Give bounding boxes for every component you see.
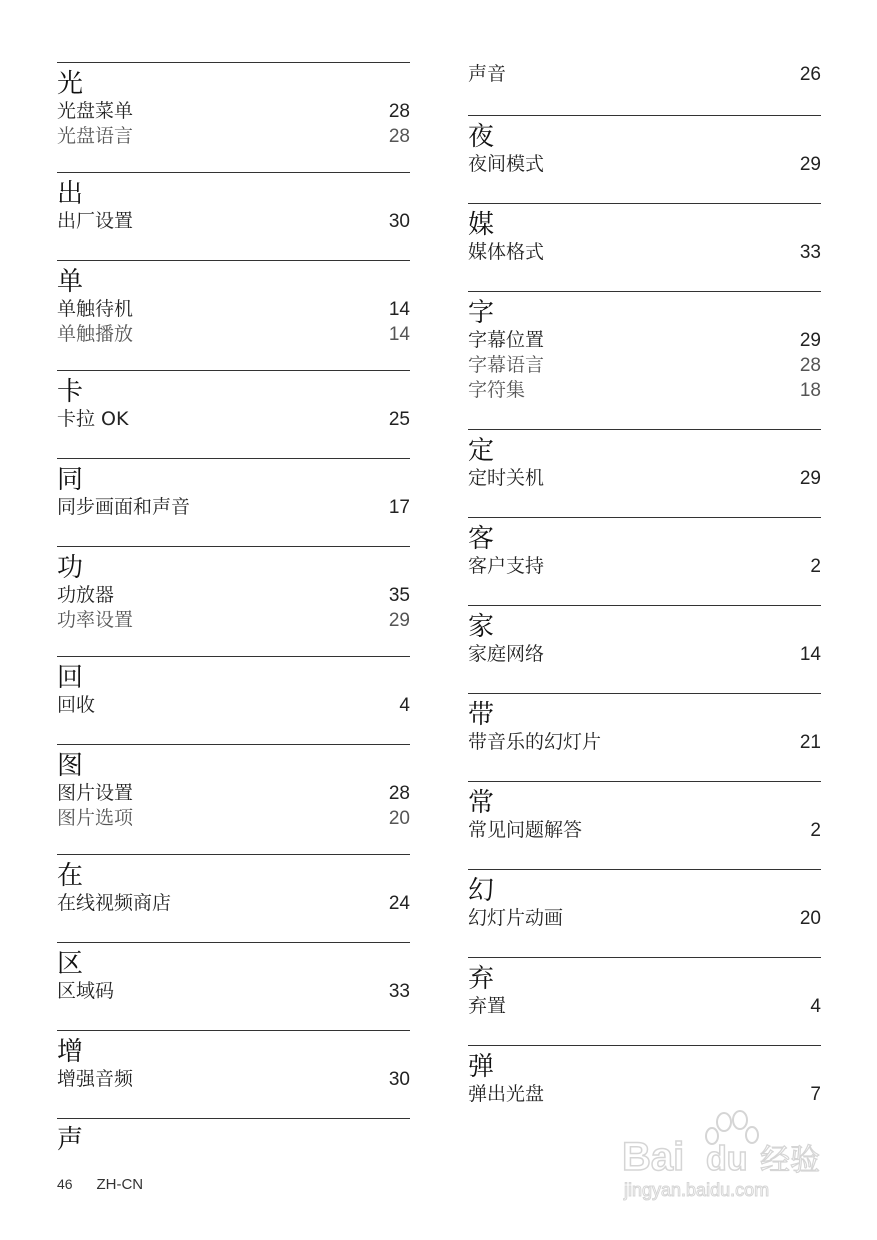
- svg-text:经验: 经验: [760, 1143, 820, 1178]
- section-heading: 图: [57, 751, 84, 781]
- index-entry: [57, 99, 410, 124]
- index-section: [468, 781, 821, 843]
- section-heading: 字: [468, 298, 495, 328]
- index-section: [57, 62, 410, 149]
- index-entry: [57, 124, 410, 149]
- index-section: [57, 458, 410, 520]
- section-heading: 夜: [468, 122, 495, 152]
- index-entry: [57, 407, 410, 432]
- entry-label: 弃置: [468, 995, 507, 1017]
- section-heading: 声: [57, 1125, 84, 1155]
- index-entry: [468, 994, 821, 1019]
- entry-page-number: 29: [799, 468, 821, 489]
- entry-page-number: 28: [388, 126, 410, 147]
- section-heading: 回: [57, 663, 84, 693]
- page-footer: [57, 1176, 143, 1193]
- index-section: [57, 744, 410, 831]
- index-entry: [468, 353, 821, 378]
- section-heading: 增: [57, 1037, 84, 1067]
- entry-page-number: 17: [388, 497, 410, 518]
- language-code: ZH-CN: [96, 1176, 144, 1193]
- entry-label: 图片设置: [57, 782, 134, 804]
- index-entry: [57, 891, 410, 916]
- svg-text:du: du: [706, 1140, 748, 1178]
- entry-label: 带音乐的幻灯片: [468, 731, 602, 753]
- entry-label: 在线视频商店: [57, 892, 172, 914]
- entry-label: 卡拉 OK: [57, 408, 129, 430]
- index-entry: [468, 62, 821, 87]
- index-entry: [468, 466, 821, 491]
- entry-label: 图片选项: [57, 807, 134, 829]
- index-right-column: [468, 62, 821, 1133]
- entry-label: 字幕位置: [468, 329, 545, 351]
- section-heading: 带: [468, 700, 495, 730]
- index-section: [468, 62, 821, 87]
- entry-page-number: 30: [388, 211, 410, 232]
- index-section: [468, 291, 821, 403]
- index-section: [57, 854, 410, 916]
- entry-label: 声音: [468, 63, 507, 85]
- index-section: [57, 656, 410, 718]
- index-entry: [468, 818, 821, 843]
- index-section: [57, 1118, 410, 1155]
- entry-page-number: 26: [799, 64, 821, 85]
- index-entry: [468, 906, 821, 931]
- entry-label: 字幕语言: [468, 354, 545, 376]
- entry-page-number: 24: [388, 893, 410, 914]
- entry-label: 字符集: [468, 379, 526, 401]
- entry-label: 单触播放: [57, 323, 134, 345]
- index-entry: [57, 979, 410, 1004]
- entry-page-number: 18: [799, 380, 821, 401]
- index-section: [468, 429, 821, 491]
- index-entry: [468, 328, 821, 353]
- entry-label: 功放器: [57, 584, 115, 606]
- index-section: [57, 260, 410, 347]
- index-entry: [468, 1082, 821, 1107]
- entry-page-number: 20: [799, 908, 821, 929]
- entry-page-number: 28: [799, 355, 821, 376]
- index-entry: [57, 495, 410, 520]
- entry-label: 夜间模式: [468, 153, 545, 175]
- entry-page-number: 29: [799, 330, 821, 351]
- index-entry: [57, 1067, 410, 1092]
- entry-label: 客户支持: [468, 555, 545, 577]
- index-section: [468, 869, 821, 931]
- entry-page-number: 30: [388, 1069, 410, 1090]
- index-section: [468, 203, 821, 265]
- index-entry: [57, 693, 410, 718]
- index-section: [57, 1030, 410, 1092]
- section-heading: 功: [57, 553, 84, 583]
- entry-page-number: 29: [388, 610, 410, 631]
- index-entry: [468, 240, 821, 265]
- entry-label: 媒体格式: [468, 241, 545, 263]
- entry-page-number: 28: [388, 101, 410, 122]
- entry-page-number: 7: [810, 1084, 821, 1105]
- baidu-jingyan-watermark: [620, 1108, 825, 1208]
- entry-page-number: 21: [799, 732, 821, 753]
- index-section: [57, 546, 410, 633]
- entry-label: 功率设置: [57, 609, 134, 631]
- section-heading: 客: [468, 524, 495, 554]
- entry-page-number: 29: [799, 154, 821, 175]
- index-section: [468, 605, 821, 667]
- section-heading: 光: [57, 69, 84, 99]
- entry-label: 家庭网络: [468, 643, 545, 665]
- section-heading: 区: [57, 949, 84, 979]
- entry-label: 区域码: [57, 980, 115, 1002]
- index-entry: [57, 608, 410, 633]
- entry-label: 定时关机: [468, 467, 545, 489]
- index-section: [468, 517, 821, 579]
- index-section: [468, 115, 821, 177]
- svg-text:jingyan.baidu.com: jingyan.baidu.com: [624, 1180, 770, 1200]
- entry-label: 出厂设置: [57, 210, 134, 232]
- section-heading: 弃: [468, 964, 495, 994]
- section-heading: 卡: [57, 377, 84, 407]
- page-number: 46: [57, 1176, 73, 1192]
- entry-page-number: 28: [388, 783, 410, 804]
- index-entry: [468, 152, 821, 177]
- section-heading: 定: [468, 436, 495, 466]
- section-heading: 常: [468, 788, 495, 818]
- entry-page-number: 25: [388, 409, 410, 430]
- index-section: [57, 172, 410, 234]
- entry-page-number: 33: [799, 242, 821, 263]
- index-entry: [57, 297, 410, 322]
- entry-page-number: 14: [388, 299, 410, 320]
- section-heading: 弹: [468, 1052, 495, 1082]
- entry-page-number: 4: [810, 996, 821, 1017]
- index-section: [468, 693, 821, 755]
- index-entry: [57, 806, 410, 831]
- entry-page-number: 20: [388, 808, 410, 829]
- entry-label: 同步画面和声音: [57, 496, 191, 518]
- entry-page-number: 33: [388, 981, 410, 1002]
- index-left-column: [57, 62, 410, 1181]
- section-heading: 同: [57, 465, 84, 495]
- entry-label: 回收: [57, 694, 96, 716]
- entry-label: 增强音频: [57, 1068, 134, 1090]
- section-heading: 在: [57, 861, 84, 891]
- svg-text:Bai: Bai: [622, 1135, 685, 1179]
- index-entry: [57, 209, 410, 234]
- section-heading: 媒: [468, 210, 495, 240]
- entry-page-number: 4: [399, 695, 410, 716]
- entry-page-number: 2: [810, 556, 821, 577]
- entry-label: 幻灯片动画: [468, 907, 564, 929]
- section-heading: 幻: [468, 876, 495, 906]
- index-section: [57, 370, 410, 432]
- entry-page-number: 2: [810, 820, 821, 841]
- index-entry: [468, 642, 821, 667]
- entry-page-number: 14: [799, 644, 821, 665]
- entry-page-number: 35: [388, 585, 410, 606]
- index-entry: [468, 378, 821, 403]
- index-entry: [468, 730, 821, 755]
- entry-label: 单触待机: [57, 298, 134, 320]
- index-section: [468, 957, 821, 1019]
- entry-label: 光盘菜单: [57, 100, 134, 122]
- entry-label: 常见问题解答: [468, 819, 583, 841]
- entry-label: 光盘语言: [57, 125, 134, 147]
- index-entry: [468, 554, 821, 579]
- index-entry: [57, 583, 410, 608]
- section-heading: 出: [57, 179, 84, 209]
- entry-label: 弹出光盘: [468, 1083, 545, 1105]
- section-heading: 家: [468, 612, 495, 642]
- index-section: [57, 942, 410, 1004]
- entry-page-number: 14: [388, 324, 410, 345]
- index-entry: [57, 781, 410, 806]
- section-heading: 单: [57, 267, 84, 297]
- index-section: [468, 1045, 821, 1107]
- index-entry: [57, 322, 410, 347]
